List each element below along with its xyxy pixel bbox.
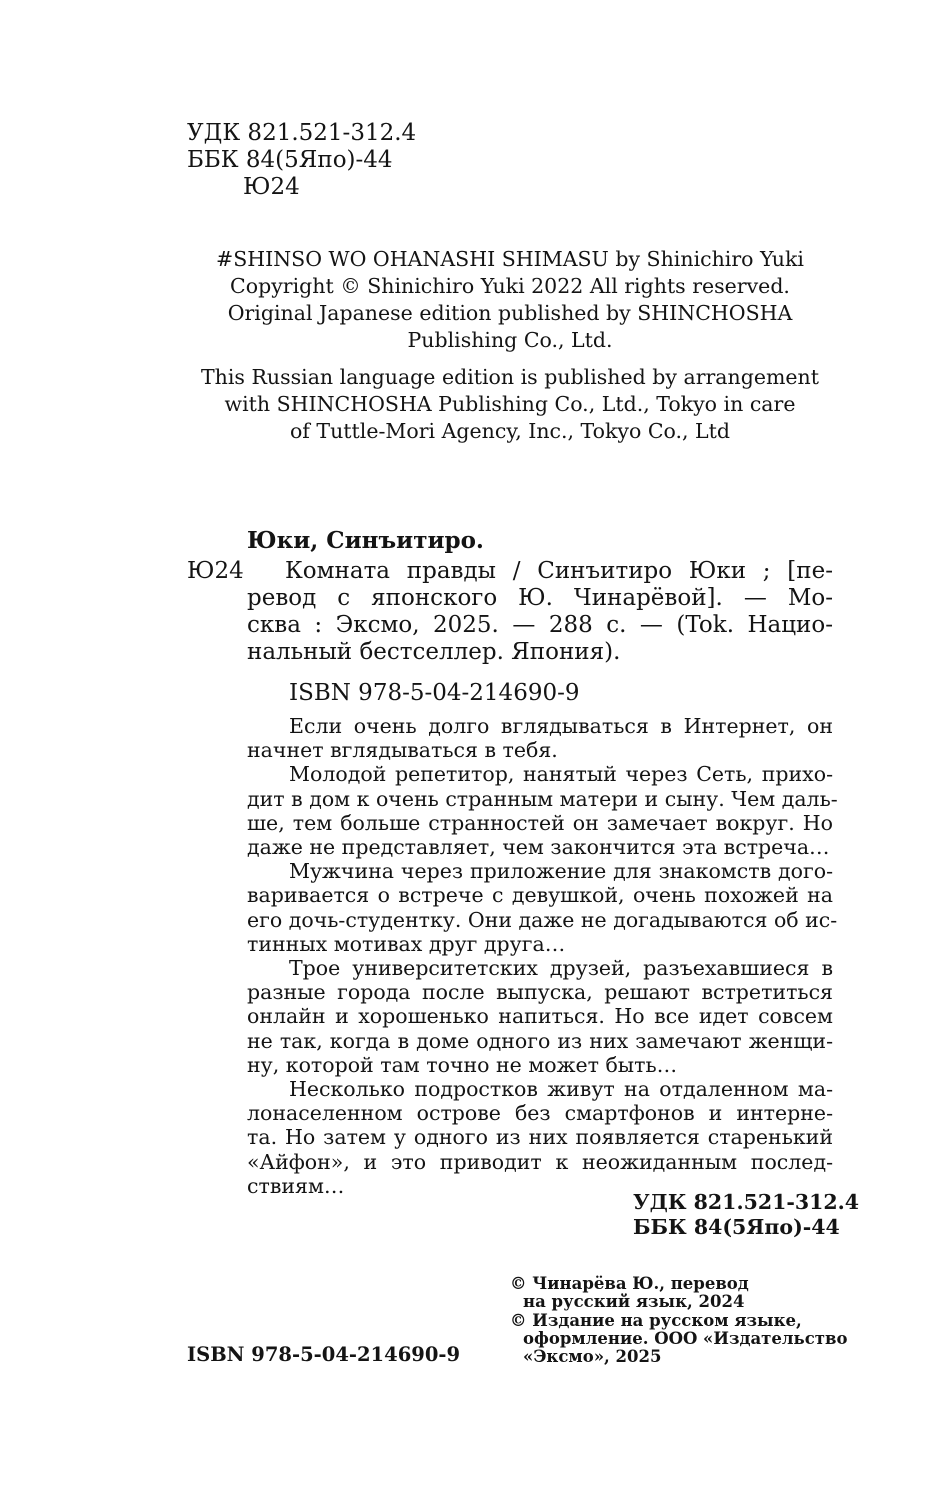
- annotation-line: онлайн и хорошенько напиться. Но все идет совсем: [247, 1004, 833, 1029]
- annotation-line: ше, тем больше странностей он замечает вокруг. Но: [247, 810, 833, 835]
- classification-codes: [187, 120, 416, 201]
- annotation-line: ну, которой там точно не может быть…: [247, 1052, 678, 1077]
- annotation-line: Несколько подростков живут на отдаленном ма-: [289, 1077, 833, 1102]
- copyright-line: #SHINSO WO OHANASHI SHIMASU by Shinichiro Yuki: [216, 247, 804, 271]
- copyright-line: © Издание на русском языке,: [510, 1310, 802, 1330]
- annotation-line: дит в дом к очень странным матери и сыну. Чем даль-: [247, 786, 838, 811]
- annotation-line: Трое университетских друзей, разъехавшиеся в: [289, 956, 833, 981]
- annotation-line: не так, когда в доме одного из них замечают женщи-: [247, 1028, 833, 1053]
- annotation-line: «Айфон», и это приводит к неожиданным послед-: [247, 1149, 833, 1174]
- copyright-line: Publishing Co., Ltd.: [407, 328, 613, 352]
- annotation-line: Мужчина через приложение для знакомств дого-: [289, 859, 833, 884]
- annotation-line: та. Но затем у одного из них появляется старенький: [247, 1125, 833, 1150]
- footer-udk-code: УДК 821.521-312.4: [633, 1190, 860, 1214]
- udk-code: УДК 821.521-312.4: [187, 120, 417, 146]
- description-line: Комната правды / Синъитиро Юки ; [пе-: [285, 558, 833, 584]
- author-mark: Ю24: [243, 174, 300, 200]
- annotation-line: Если очень долго вглядываться в Интернет, он: [289, 714, 833, 738]
- annotation-line: Молодой репетитор, нанятый через Сеть, прихо-: [289, 762, 833, 787]
- translation-rights-notice: [150, 364, 870, 445]
- copyright-line: Copyright © Shinichiro Yuki 2022 All rights reserved.: [230, 274, 790, 298]
- annotation: [247, 714, 838, 1198]
- annotation-line: даже не представляет, чем закончится эта встреча…: [247, 835, 830, 860]
- annotation-line: начнет вглядываться в тебя.: [247, 738, 558, 763]
- publisher-copyright: [510, 1275, 847, 1366]
- description-line: сква : Эксмо, 2025. — 288 с. — (Tok. Нацио-: [247, 612, 833, 638]
- bbk-code: ББК 84(5Япо)-44: [187, 147, 393, 173]
- rights-line: of Tuttle-Mori Agency, Inc., Tokyo Co., Ltd: [289, 419, 731, 443]
- annotation-line: варивается о встрече с девушкой, очень похожей на: [247, 883, 833, 908]
- footer-isbn: ISBN 978-5-04-214690-9: [187, 1343, 461, 1366]
- original-copyright-notice: [150, 246, 870, 354]
- rights-line: with SHINCHOSHA Publishing Co., Ltd., Tokyo in care: [224, 392, 796, 416]
- annotation-line: лонаселенном острове без смартфонов и интерне-: [247, 1101, 833, 1126]
- footer-bbk-code: ББК 84(5Япо)-44: [633, 1215, 840, 1239]
- description-line: нальный бестселлер. Япония).: [247, 639, 621, 665]
- annotation-line: его дочь-студентку. Они даже не догадываются об ис-: [247, 907, 838, 932]
- annotation-line: тинных мотивах друг друга…: [247, 931, 566, 956]
- rights-line: This Russian language edition is published by arrangement: [201, 365, 819, 389]
- bibliographic-description: [187, 558, 833, 666]
- description-line: ревод с японского Ю. Чинарёвой]. — Мо-: [247, 585, 833, 611]
- copyright-line: «Эксмо», 2025: [523, 1347, 662, 1367]
- copyright-line: оформление. ООО «Издательство: [523, 1328, 848, 1348]
- catalog-code: Ю24: [187, 558, 244, 584]
- author-heading: Юки, Синъитиро.: [247, 527, 484, 554]
- copyright-line: © Чинарёва Ю., перевод: [510, 1274, 749, 1293]
- isbn: ISBN 978-5-04-214690-9: [289, 680, 580, 706]
- annotation-line: ствиям…: [247, 1173, 345, 1198]
- footer-classification-codes: [633, 1190, 859, 1240]
- copyright-line: на русский язык, 2024: [523, 1292, 745, 1312]
- annotation-line: разные города после выпуска, решают встретиться: [247, 980, 833, 1005]
- copyright-line: Original Japanese edition published by SHINCHOSHA: [227, 301, 793, 325]
